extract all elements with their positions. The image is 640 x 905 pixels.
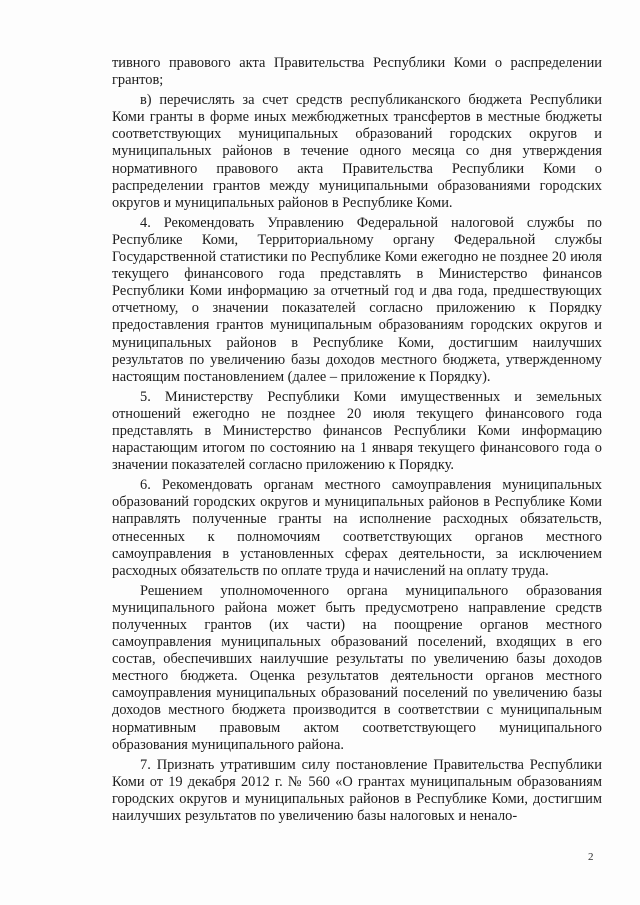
paragraph-continuation: тивного правового акта Правительства Республики Коми о распределении грантов; <box>112 55 602 89</box>
paragraph-decision: Решением уполномоченного органа муниципального образования муниципального района может быть предусмотрено направление средств полученных грантов (их части) на поощрение органов местного самоуправления муниципальных образований поселений, входящих в его состав, обеспечивших наилучшие результаты по увеличению базы доходов местного бюджета. Оценка результатов деятельности органов местного самоуправления муниципальных образований поселений по увеличению базы доходов местного бюджета производится в соответствии с муниципальным нормативным правовым актом соответствующего муниципального образования муниципального района. <box>112 582 602 753</box>
document-body <box>112 55 602 825</box>
paragraph-item-7: 7. Признать утратившим силу постановление Правительства Республики Коми от 19 декабря 2012 г. № 560 «О грантах муниципальным образованиям городских округов и муниципальных районов в Республике Коми, достигшим наилучших результатов по увеличению базы налоговых и ненало- <box>112 756 602 825</box>
paragraph-item-6: 6. Рекомендовать органам местного самоуправления муниципальных образований городских округов и муниципальных районов в Республике Коми направлять полученные гранты на исполнение расходных обязательств, отнесенных к полномочиям соответствующих органов местного самоуправления в установленных сферах деятельности, за исключением расходных обязательств по оплате труда и начислений на оплату труда. <box>112 477 602 579</box>
page-number: 2 <box>588 851 594 863</box>
paragraph-item-5: 5. Министерству Республики Коми имущественных и земельных отношений ежегодно не позднее 20 июля текущего финансового года представлять в Министерство финансов Республики Коми информацию нарастающим итогом по состоянию на 1 января текущего финансового года о значении показателей согласно приложению к Порядку. <box>112 388 602 474</box>
paragraph-item-v: в) перечислять за счет средств республиканского бюджета Республики Коми гранты в форме иных межбюджетных трансфертов в местные бюджеты соответствующих муниципальных образований городских округов и муниципальных районов в течение одного месяца со дня утверждения нормативного правового акта Правительства Республики Коми о распределении грантов между муниципальными образованиями городских округов и муниципальных районов в Республике Коми. <box>112 92 602 211</box>
paragraph-item-4: 4. Рекомендовать Управлению Федеральной налоговой службы по Республике Коми, Территориальному органу Федеральной службы Государственной статистики по Республике Коми ежегодно не позднее 20 июля текущего финансового года представлять в Министерство финансов Республики Коми информацию за отчетный год и два года, предшествующих отчетному, о значении показателей согласно приложению к Порядку предоставления грантов муниципальным образованиям городских округов и муниципальных районов в Республике Коми, достигшим наилучших результатов по увеличению базы доходов местного бюджета, утвержденному настоящим постановлением (далее – приложение к Порядку). <box>112 214 602 385</box>
